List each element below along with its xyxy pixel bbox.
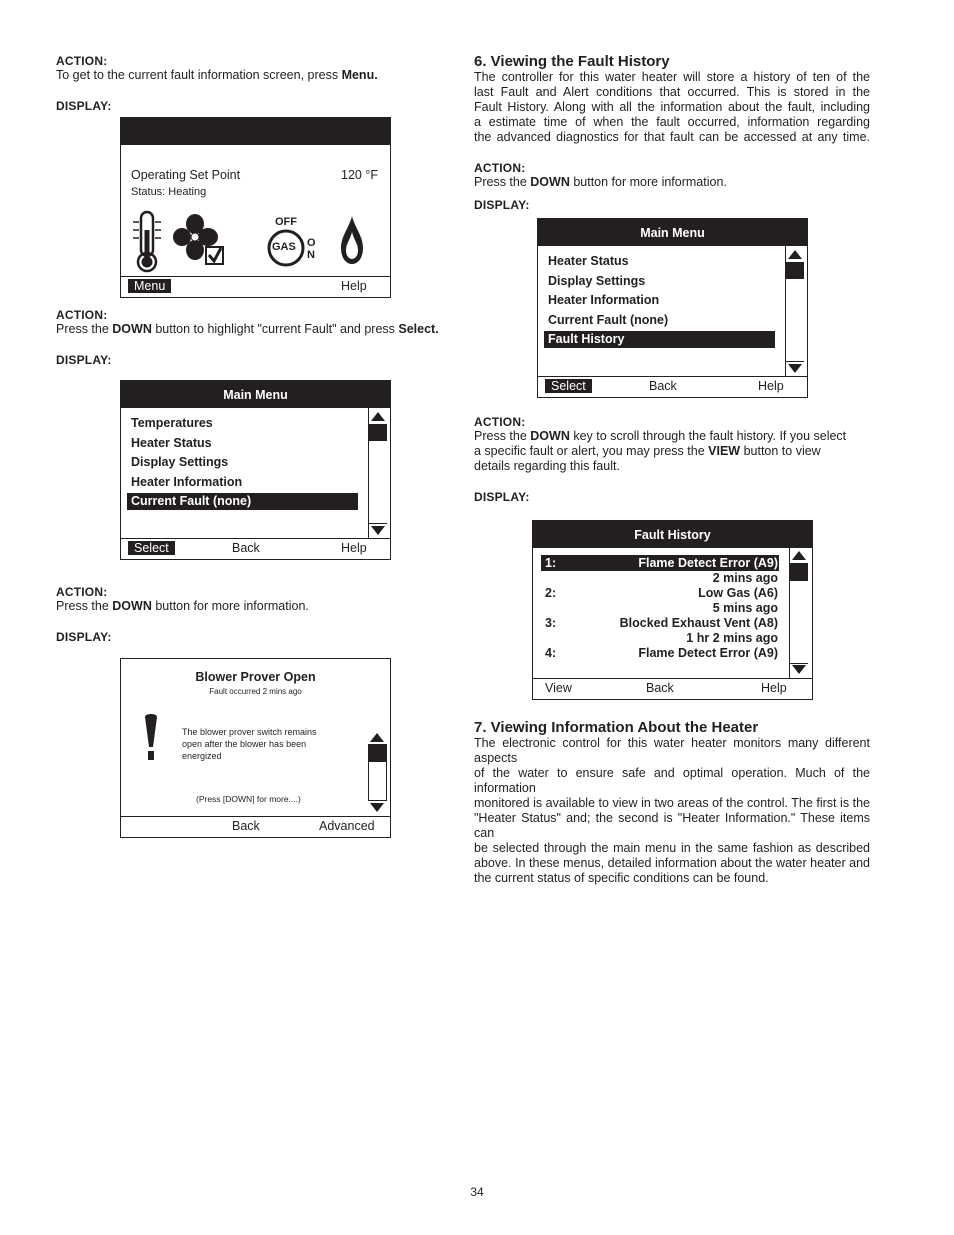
set-point-label: Operating Set Point — [131, 168, 241, 182]
set-point-value: 120 °F — [341, 168, 378, 182]
scrollbar-4[interactable] — [785, 246, 804, 376]
fault-row-3-name[interactable]: Blocked Exhaust Vent (A8) — [619, 616, 778, 630]
fault-row-2-time: 5 mins ago — [712, 601, 778, 615]
section-7-line-4: "Heater Status" and; the second is "Heater Information." These items can — [474, 811, 870, 840]
action-label-5: ACTION: — [474, 415, 526, 429]
action-text-3 — [56, 599, 309, 614]
back-button[interactable]: Back — [232, 819, 260, 833]
fault-description-line-3: energized — [182, 751, 222, 761]
back-button[interactable]: Back — [649, 379, 677, 393]
fault-description-line-2: open after the blower has been — [182, 739, 307, 749]
status-screen-footer — [121, 276, 390, 297]
scroll-thumb[interactable] — [786, 262, 804, 278]
action-text-5-line-2 — [474, 444, 870, 459]
section-7-title: 7. Viewing Information About the Heater — [474, 719, 759, 736]
main-menu-screen-1 — [120, 380, 391, 560]
page-number: 34 — [470, 1185, 484, 1199]
action-text-4-bold: DOWN — [530, 175, 570, 189]
section-6-line-5: the advanced diagnostics for that fault can be accessed at any time. — [474, 130, 870, 144]
fault-row-1-time: 2 mins ago — [712, 571, 778, 585]
scroll-track — [790, 580, 808, 664]
action-text-3-plain-2: button for more information. — [151, 599, 309, 613]
section-7-line-2: of the water to ensure safe and optimal operation. Much of the information — [474, 766, 870, 795]
action-label-1: ACTION: — [56, 54, 108, 68]
view-button[interactable]: View — [545, 681, 572, 695]
section-6-line-3: Fault History. Along with all the information about the fault, including — [474, 100, 870, 114]
action-text-3-plain-1: Press the — [56, 599, 113, 613]
fault-subtitle: Fault occurred 2 mins ago — [209, 687, 302, 696]
scroll-track — [786, 278, 804, 362]
scroll-thumb[interactable] — [790, 563, 808, 580]
menu-item-display-settings[interactable]: Display Settings — [131, 455, 229, 469]
main-menu-title-1: Main Menu — [121, 381, 390, 408]
display-label-4: DISPLAY: — [474, 198, 530, 212]
display-label-3: DISPLAY: — [56, 630, 112, 644]
menu-item-fault-history[interactable]: Fault History — [548, 332, 625, 346]
status-text: Status: Heating — [131, 186, 207, 198]
action-text-4-plain-2: button for more information. — [569, 175, 727, 189]
section-6-line-4: a estimate time of when the fault occurred, information regarding — [474, 115, 870, 129]
action-text-2-plain-2: button to highlight "current Fault" and press — [151, 322, 399, 336]
action-label-2: ACTION: — [56, 308, 108, 322]
fault-title: Blower Prover Open — [195, 670, 316, 684]
thermometer-icon — [129, 210, 165, 274]
flame-icon — [339, 214, 365, 266]
scrollbar-3[interactable] — [368, 729, 386, 816]
action-text-2-bold-1: DOWN — [112, 322, 152, 336]
fault-description-line-1: The blower prover switch remains — [182, 727, 317, 737]
gas-on-o: O — [307, 237, 316, 249]
fault-detail-screen — [120, 658, 391, 838]
scroll-up-icon[interactable] — [371, 412, 385, 421]
help-button[interactable]: Help — [758, 379, 784, 393]
section-7-line-3: monitored is available to view in two areas of the control. The first is the — [474, 796, 870, 810]
scrollbar-5[interactable] — [789, 548, 808, 678]
action-label-4: ACTION: — [474, 161, 526, 175]
fault-row-4-name[interactable]: Flame Detect Error (A9) — [638, 646, 778, 660]
exclamation-icon — [143, 713, 159, 761]
section-7-line-7: the current status of specific conditions can be found. — [474, 871, 769, 885]
action-text-5-l1-bold: DOWN — [530, 429, 570, 443]
menu-item-current-fault[interactable]: Current Fault (none) — [548, 313, 669, 327]
scroll-up-icon[interactable] — [370, 733, 384, 742]
advanced-button[interactable]: Advanced — [319, 819, 375, 833]
action-text-5-l2-plain-1: a specific fault or alert, you may press the — [474, 444, 709, 458]
action-text-5-l2-bold: VIEW — [708, 444, 741, 458]
section-7-line-5: be selected through the main menu in the same fashion as described — [474, 841, 870, 855]
action-text-5-line-3: details regarding this fault. — [474, 459, 620, 473]
section-7-body — [474, 736, 870, 886]
fault-history-footer — [533, 678, 812, 699]
scroll-down-icon[interactable] — [370, 803, 384, 812]
help-button[interactable]: Help — [341, 541, 367, 555]
fault-history-title: Fault History — [533, 521, 812, 548]
display-label-1: DISPLAY: — [56, 99, 112, 113]
gas-on-n: N — [307, 249, 315, 261]
menu-item-display-settings[interactable]: Display Settings — [548, 274, 646, 288]
action-text-5-l2-plain-2: button to view — [740, 444, 821, 458]
menu-item-heater-status[interactable]: Heater Status — [131, 436, 212, 450]
fault-detail-footer — [121, 816, 390, 837]
action-text-2-bold-2: Select. — [398, 322, 439, 336]
main-menu-footer-1 — [121, 538, 390, 559]
fault-history-screen — [532, 520, 813, 700]
action-text-4-plain-1: Press the — [474, 175, 531, 189]
press-down-hint: (Press [DOWN] for more....) — [196, 794, 301, 804]
section-6-title: 6. Viewing the Fault History — [474, 53, 670, 70]
help-button[interactable]: Help — [341, 279, 367, 293]
help-button[interactable]: Help — [761, 681, 787, 695]
action-text-1-plain: To get to the current fault information screen, press — [56, 68, 342, 82]
section-6-line-1: The controller for this water heater will store a history of ten of the — [474, 70, 870, 84]
scroll-track — [368, 744, 387, 801]
scroll-up-icon[interactable] — [788, 250, 802, 259]
scroll-track — [369, 440, 387, 524]
fault-row-2-number[interactable]: 2: — [545, 586, 557, 600]
action-text-2 — [56, 322, 439, 337]
fault-row-3-time: 1 hr 2 mins ago — [686, 631, 778, 645]
scroll-down-icon[interactable] — [371, 526, 385, 535]
select-button[interactable]: Select — [128, 541, 175, 555]
select-button[interactable]: Select — [545, 379, 592, 393]
gas-off-label: OFF — [275, 216, 297, 228]
action-text-2-plain-1: Press the — [56, 322, 113, 336]
scroll-up-icon[interactable] — [792, 551, 806, 560]
action-text-1-bold: Menu. — [341, 68, 378, 82]
menu-item-temperatures[interactable]: Temperatures — [131, 416, 213, 430]
section-6-line-2: last Fault and Alert conditions that occurred. This is stored in the — [474, 85, 870, 99]
action-text-1 — [56, 68, 378, 83]
main-menu-footer-2 — [538, 376, 807, 397]
back-button[interactable]: Back — [646, 681, 674, 695]
display-label-2: DISPLAY: — [56, 353, 112, 367]
back-button[interactable]: Back — [232, 541, 260, 555]
scroll-down-icon[interactable] — [792, 665, 806, 674]
display-label-5: DISPLAY: — [474, 490, 530, 504]
fault-row-4-number[interactable]: 4: — [545, 646, 557, 660]
section-7-line-1: The electronic control for this water heater monitors many different aspects — [474, 736, 870, 765]
menu-item-heater-information[interactable]: Heater Information — [548, 293, 660, 307]
fault-row-1-number[interactable]: 1: — [545, 556, 557, 570]
fault-row-3-number[interactable]: 3: — [545, 616, 557, 630]
section-6-body — [474, 70, 870, 145]
action-text-5-line-1 — [474, 429, 870, 444]
status-screen-header-bar — [121, 118, 390, 145]
fan-icon — [173, 213, 227, 267]
fault-description — [182, 726, 317, 762]
fault-row-2-name[interactable]: Low Gas (A6) — [698, 586, 778, 600]
main-menu-title-2: Main Menu — [538, 219, 807, 246]
menu-button[interactable]: Menu — [128, 279, 171, 293]
scroll-thumb[interactable] — [369, 424, 387, 440]
section-7-line-6: above. In these menus, detailed information about the water heater and — [474, 856, 870, 870]
menu-item-heater-information[interactable]: Heater Information — [131, 475, 243, 489]
scroll-down-icon[interactable] — [788, 364, 802, 373]
action-label-3: ACTION: — [56, 585, 108, 599]
main-menu-screen-2 — [537, 218, 808, 398]
fault-row-1-name[interactable]: Flame Detect Error (A9) — [638, 556, 778, 570]
status-screen — [120, 117, 391, 298]
action-text-5 — [474, 429, 870, 474]
action-text-3-bold: DOWN — [112, 599, 152, 613]
action-text-4 — [474, 175, 727, 190]
scrollbar-1[interactable] — [368, 408, 387, 538]
gas-label: GAS — [272, 241, 296, 253]
menu-item-heater-status[interactable]: Heater Status — [548, 254, 629, 268]
menu-item-current-fault[interactable]: Current Fault (none) — [131, 494, 252, 508]
action-text-5-l1-plain-2: key to scroll through the fault history. If you select — [569, 429, 847, 443]
action-text-5-l1-plain-1: Press the — [474, 429, 531, 443]
